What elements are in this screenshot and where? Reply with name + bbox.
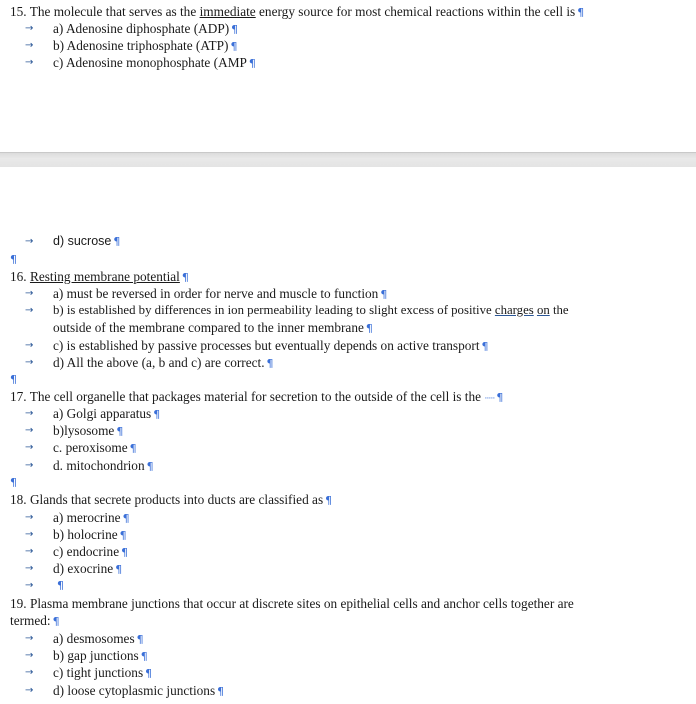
question-17-stem (10, 388, 503, 405)
pilcrow-icon: ¶ (153, 408, 161, 421)
tab-arrow-icon: → (25, 57, 34, 68)
option-text: Adenosine diphosphate (ADP) (65, 21, 230, 36)
option-letter: a) (53, 631, 64, 646)
tab-arrow-icon: → (25, 357, 34, 368)
grammar-flagged-word: charges (494, 303, 534, 317)
option-text: merocrine (66, 510, 121, 525)
tab-arrow-icon: → (25, 685, 34, 696)
pilcrow-icon: ¶ (136, 633, 144, 646)
option-text: sucrose (67, 234, 112, 248)
option-text: loose cytoplasmic junctions (67, 683, 216, 698)
pilcrow-icon: ¶ (116, 425, 124, 438)
option-letter: d) (53, 355, 65, 370)
option-row (0, 543, 696, 560)
option-text: desmosomes (66, 631, 135, 646)
empty-paragraph (0, 251, 40, 268)
option-letter: c) (53, 55, 64, 70)
option-text: the (552, 303, 569, 317)
tab-arrow-icon: → (25, 580, 34, 591)
option-row (0, 509, 696, 526)
option-row (0, 560, 696, 577)
option-letter: b) (53, 527, 65, 542)
option-letter: b) (53, 648, 65, 663)
pilcrow-icon: ¶ (129, 442, 137, 455)
question-number: 15. (10, 4, 27, 19)
pilcrow-icon: ¶ (140, 650, 148, 663)
pilcrow-icon: ¶ (119, 529, 127, 542)
stem-text: The molecule that serves as the (29, 4, 197, 19)
option-letter: d) (53, 683, 65, 698)
document-page-1 (0, 0, 696, 152)
option-text: Adenosine triphosphate (ATP) (66, 38, 229, 53)
option-letter: a) (53, 286, 64, 301)
pilcrow-icon: ¶ (181, 271, 189, 284)
empty-paragraph (0, 371, 40, 388)
option-letter: c. (53, 440, 63, 455)
question-18-stem (10, 491, 332, 508)
tab-arrow-icon: → (25, 512, 34, 523)
option-text: mitochondrion (66, 458, 145, 473)
question-number: 19. (10, 596, 27, 611)
stem-text: Plasma membrane junctions that occur at discrete sites on epithelial cells and anchor cells together are (29, 596, 574, 611)
option-row (0, 405, 696, 422)
pilcrow-icon: ¶ (266, 357, 274, 370)
pilcrow-icon: ¶ (248, 57, 256, 70)
option-row (0, 664, 696, 681)
option-row (0, 37, 696, 54)
question-19-stem-continuation (10, 612, 60, 629)
option-text: gap junctions (67, 648, 139, 663)
pilcrow-icon: ¶ (113, 235, 121, 248)
pilcrow-icon: ¶ (10, 253, 17, 266)
tab-arrow-icon: → (25, 305, 34, 316)
option-text: exocrine (67, 561, 114, 576)
option-text: must be reversed in order for nerve and muscle to function (66, 286, 379, 301)
tab-arrow-icon: → (25, 633, 34, 644)
option-row (0, 285, 696, 302)
option-letter: c) (53, 665, 64, 680)
tab-arrow-icon: → (25, 667, 34, 678)
question-number: 17. (10, 389, 27, 404)
pilcrow-icon: ¶ (57, 579, 64, 592)
tab-arrow-icon: → (25, 650, 34, 661)
tab-arrow-icon: → (25, 442, 34, 453)
pilcrow-icon: ¶ (146, 460, 154, 473)
empty-paragraph (0, 474, 40, 491)
pilcrow-icon: ¶ (365, 322, 373, 335)
option-text: Golgi apparatus (66, 406, 152, 421)
option-letter: c) (53, 338, 64, 353)
blank-space-dots: ····· (484, 393, 495, 403)
stem-text: The cell organelle that packages material for secretion to the outside of the cell is the (29, 389, 482, 404)
option-row (0, 439, 696, 456)
pilcrow-icon: ¶ (10, 476, 17, 489)
pilcrow-icon: ¶ (115, 563, 123, 576)
stem-text: Glands that secrete products into ducts are classified as (29, 492, 324, 507)
question-16-stem (10, 268, 189, 285)
option-text: outside of the membrane compared to the inner membrane (53, 320, 364, 335)
tab-arrow-icon: → (25, 563, 34, 574)
option-letter: c) (53, 544, 64, 559)
option-row (0, 233, 696, 250)
pilcrow-icon: ¶ (217, 685, 225, 698)
option-row (0, 302, 696, 319)
pilcrow-icon: ¶ (481, 340, 489, 353)
option-text: endocrine (66, 544, 120, 559)
option-row (0, 20, 696, 37)
empty-option-row (0, 577, 696, 594)
tab-arrow-icon: → (25, 288, 34, 299)
document-page-2 (0, 167, 696, 704)
option-row (0, 682, 696, 699)
option-text: is established by passive processes but eventually depends on active transport (66, 338, 480, 353)
pilcrow-icon: ¶ (325, 494, 333, 507)
tab-arrow-icon: → (25, 23, 34, 34)
option-row (0, 630, 696, 647)
pilcrow-icon: ¶ (10, 373, 17, 386)
option-letter: a) (53, 21, 64, 36)
option-text: peroxisome (65, 440, 128, 455)
option-letter: d. (53, 458, 63, 473)
stem-underlined-text: Resting membrane potential (29, 269, 180, 284)
option-row (0, 647, 696, 664)
tab-arrow-icon: → (25, 236, 34, 247)
stem-underlined-word: immediate (199, 4, 256, 19)
option-letter: d) (53, 561, 65, 576)
option-continuation (53, 319, 373, 336)
option-letter: b) (53, 423, 65, 438)
pilcrow-icon: ¶ (121, 546, 129, 559)
option-letter: d) (53, 234, 65, 248)
option-text: holocrine (67, 527, 118, 542)
option-text: All the above (a, b and c) are correct. (66, 355, 265, 370)
tab-arrow-icon: → (25, 529, 34, 540)
option-row (0, 526, 696, 543)
option-text: tight junctions (66, 665, 144, 680)
question-19-stem (10, 595, 574, 612)
pilcrow-icon: ¶ (577, 6, 585, 19)
option-row (0, 54, 696, 71)
question-number: 18. (10, 492, 27, 507)
pilcrow-icon: ¶ (122, 512, 130, 525)
pilcrow-icon: ¶ (230, 40, 238, 53)
option-letter: b) (53, 38, 65, 53)
tab-arrow-icon: → (25, 40, 34, 51)
option-row (0, 337, 696, 354)
tab-arrow-icon: → (25, 425, 34, 436)
option-row (0, 422, 696, 439)
question-number: 16. (10, 269, 27, 284)
stem-text: energy source for most chemical reactions within the cell is (259, 4, 576, 19)
option-letter: a) (53, 406, 64, 421)
stem-text: termed: (10, 613, 51, 628)
grammar-flagged-word: on (536, 303, 550, 317)
option-text: lysosome (64, 423, 115, 438)
question-15-stem (10, 3, 584, 20)
pilcrow-icon: ¶ (145, 667, 153, 680)
option-row (0, 457, 696, 474)
page-break-gap (0, 152, 696, 168)
option-text: is established by differences in ion permeability leading to slight excess of positive (66, 303, 492, 317)
option-letter: b) (53, 303, 64, 317)
option-letter: a) (53, 510, 64, 525)
pilcrow-icon: ¶ (52, 615, 60, 628)
option-text: Adenosine monophosphate (AMP (65, 55, 247, 70)
tab-arrow-icon: → (25, 460, 34, 471)
tab-arrow-icon: → (25, 340, 34, 351)
pilcrow-icon: ¶ (231, 23, 239, 36)
pilcrow-icon: ¶ (496, 391, 504, 404)
tab-arrow-icon: → (25, 546, 34, 557)
option-row (0, 354, 696, 371)
pilcrow-icon: ¶ (380, 288, 388, 301)
tab-arrow-icon: → (25, 408, 34, 419)
